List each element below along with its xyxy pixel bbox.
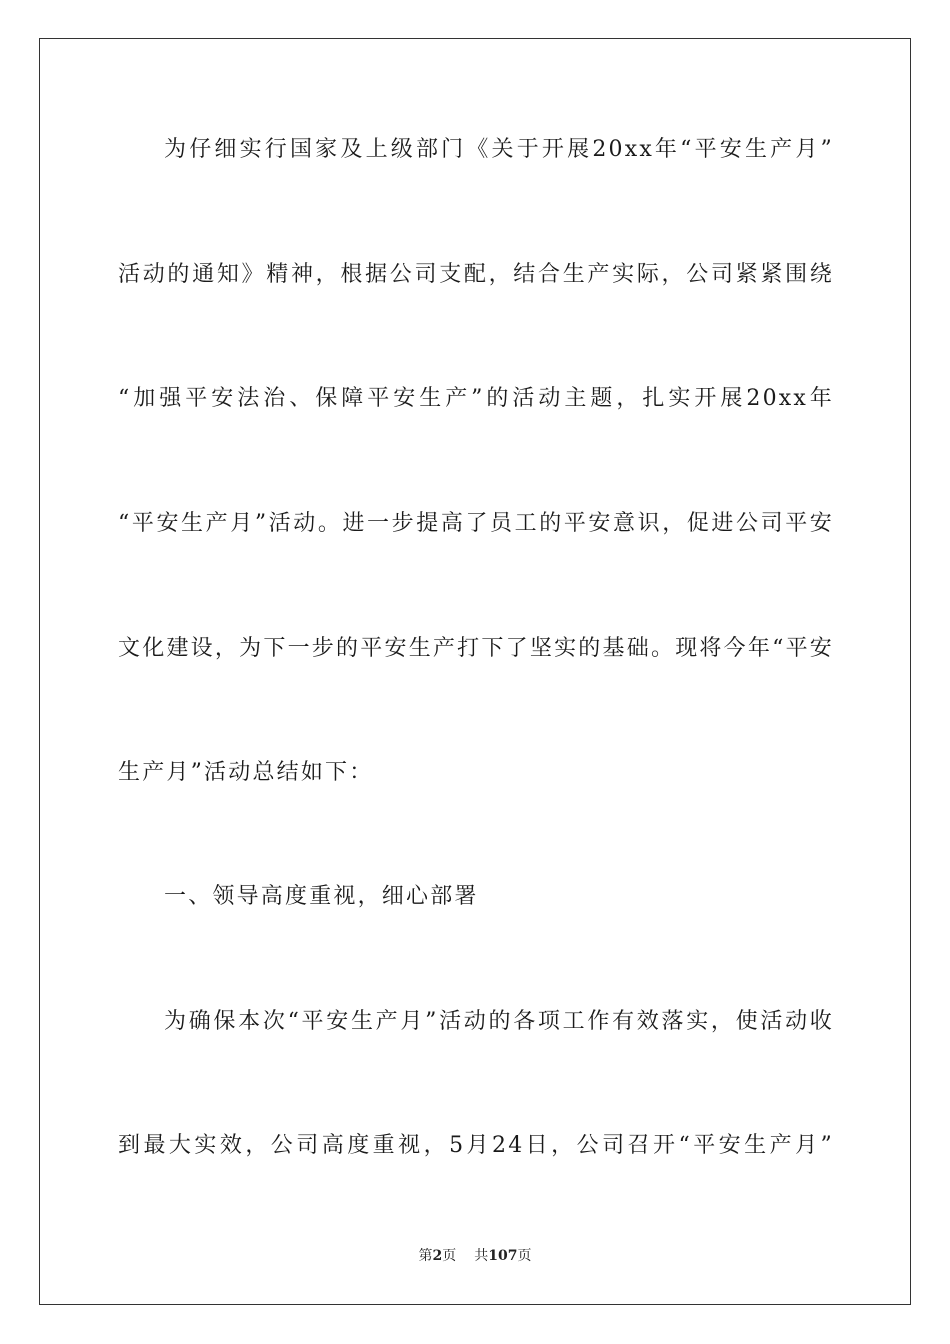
section-heading: 一、领导高度重视，细心部署 — [164, 884, 479, 909]
total-label-prefix: 共 — [474, 1248, 489, 1264]
body-text-line: 文化建设，为下一步的平安生产打下了坚实的基础。现将今年“平安 — [118, 636, 834, 661]
total-page-count: 107 — [488, 1248, 518, 1264]
body-text-line: 到最大实效，公司高度重视，5月24日，公司召开“平安生产月” — [118, 1133, 834, 1158]
body-text-line: “平安生产月”活动。进一步提高了员工的平安意识，促进公司平安 — [118, 511, 834, 536]
page-label-suffix: 页 — [442, 1248, 457, 1264]
page-footer — [0, 1246, 950, 1266]
body-text-line: “加强平安法治、保障平安生产”的活动主题，扎实开展20xx年 — [118, 386, 834, 411]
body-text-line: 为仔细实行国家及上级部门《关于开展20xx年“平安生产月” — [164, 137, 834, 162]
body-text-line: 生产月”活动总结如下： — [118, 760, 374, 785]
current-page-number: 2 — [432, 1248, 443, 1264]
page-border — [39, 38, 911, 1305]
body-text-line: 为确保本次“平安生产月”活动的各项工作有效落实，使活动收 — [164, 1009, 834, 1034]
total-label-suffix: 页 — [517, 1248, 532, 1264]
page-label-prefix: 第 — [418, 1248, 433, 1264]
body-text-line: 活动的通知》精神，根据公司支配，结合生产实际，公司紧紧围绕 — [118, 262, 834, 287]
